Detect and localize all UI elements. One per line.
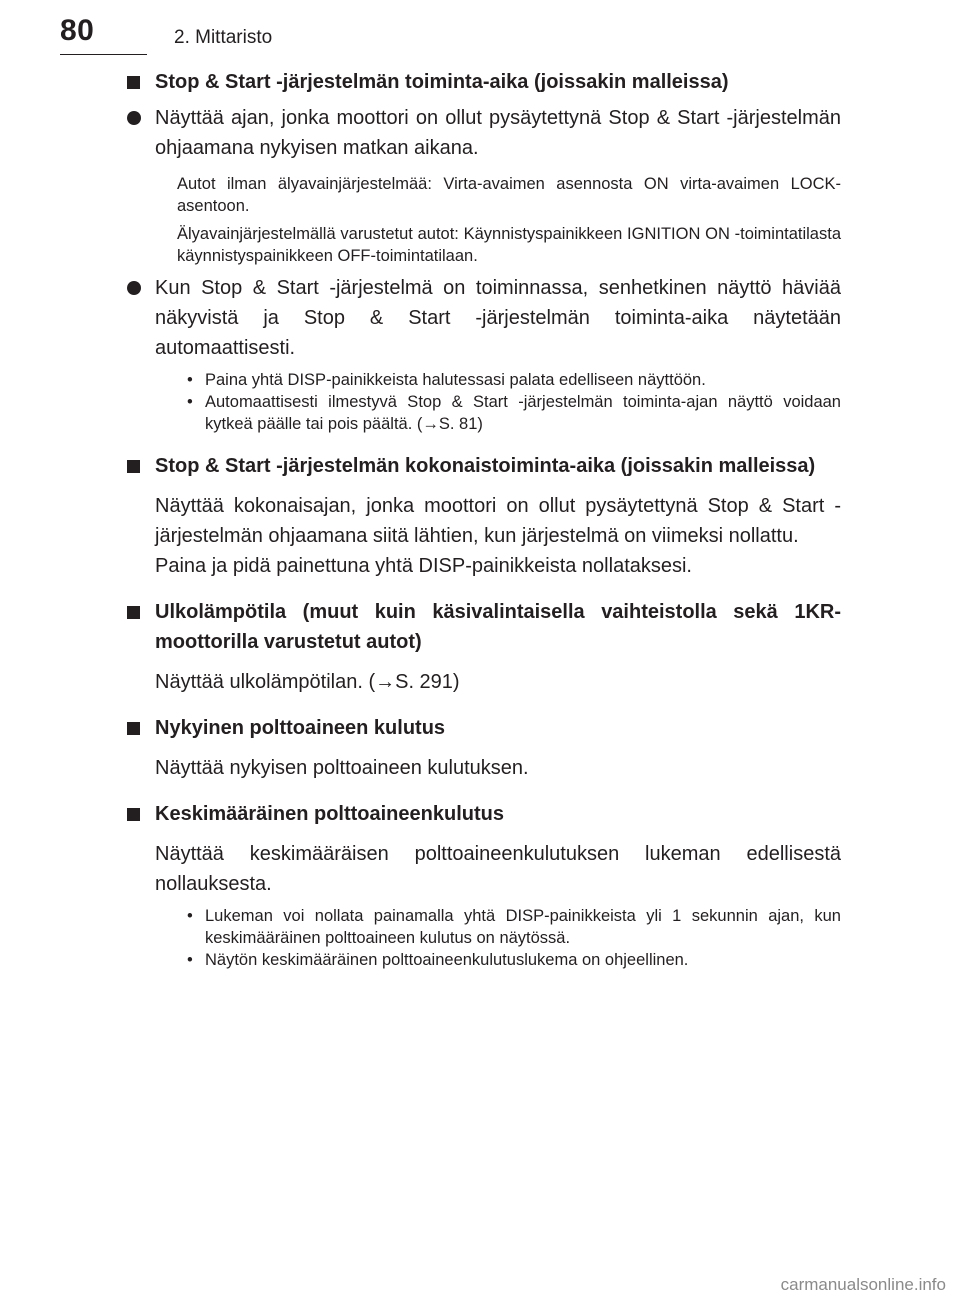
- section-square-icon: [127, 808, 140, 821]
- sub-bullet-text: Lukeman voi nollata painamalla yhtä DISP-painikkeista yli 1 sekunnin ajan, kun keskimääräinen polttoaineen kulutus on näytössä.: [205, 907, 841, 947]
- section-title: Ulkolämpötila (muut kuin käsivalintaisella vaihteistolla sekä 1KR-moottorilla varustetut autot): [155, 601, 841, 653]
- section-title: Nykyinen polttoaineen kulutus: [155, 717, 446, 739]
- section-stop-start-total-time: [127, 451, 841, 481]
- section-square-icon: [127, 460, 140, 473]
- body-text: Näyttää ulkolämpötilan. (→S. 291): [155, 671, 460, 693]
- page-content: [127, 67, 841, 971]
- header-rule: [60, 54, 147, 55]
- section-square-icon: [127, 722, 140, 735]
- section-title: Keskimääräinen polttoaineenkulutus: [155, 803, 504, 825]
- section-current-fuel-consumption: [127, 713, 841, 743]
- sub-bullet-text: Automaattisesti ilmestyvä Stop & Start -järjestelmän toiminta-ajan näyttö voidaan kytkeä päälle tai pois päältä. (→S. 81): [205, 393, 841, 433]
- sub-bullet-icon: •: [187, 951, 193, 969]
- sub-bullet-icon: •: [187, 907, 193, 925]
- section-title: Stop & Start -järjestelmän kokonaistoiminta-aika (joissakin malleissa): [155, 455, 816, 477]
- bullet-item: [127, 103, 841, 163]
- bullet-dot-icon: [127, 281, 141, 295]
- bullet-text: Näyttää ajan, jonka moottori on ollut pysäytettynä Stop & Start -järjestelmän ohjaamana nykyisen matkan aikana.: [155, 107, 841, 159]
- sub-bullet-text: Näytön keskimääräinen polttoaineenkulutuslukema on ohjeellinen.: [205, 951, 689, 969]
- sub-bullet: [127, 369, 841, 391]
- bullet-item: [127, 273, 841, 363]
- sub-bullet-text: Paina yhtä DISP-painikkeista halutessasi palata edelliseen näyttöön.: [205, 371, 706, 389]
- sub-bullet: [127, 905, 841, 949]
- body-text: Näyttää kokonaisajan, jonka moottori on ollut pysäytettynä Stop & Start -järjestelmän ohjaamana siitä lähtien, kun järjestelmä on viimeksi nollattu.: [155, 495, 841, 547]
- section-square-icon: [127, 606, 140, 619]
- sub-bullet-icon: •: [187, 371, 193, 389]
- bullet-dot-icon: [127, 111, 141, 125]
- sub-bullet-icon: •: [187, 393, 193, 411]
- section-square-icon: [127, 76, 140, 89]
- body-text: Näyttää keskimääräisen polttoaineenkulutuksen lukeman edellisestä nollauksesta.: [155, 843, 841, 895]
- sub-bullet: [127, 949, 841, 971]
- sub-bullet: [127, 391, 841, 435]
- watermark: carmanualsonline.info: [780, 1275, 946, 1294]
- body-text: Paina ja pidä painettuna yhtä DISP-painikkeista nollataksesi.: [155, 555, 692, 577]
- body-text: Näyttää nykyisen polttoaineen kulutuksen.: [155, 757, 529, 779]
- note-text: Älyavainjärjestelmällä varustetut autot: Käynnistyspainikkeen IGNITION ON -toimintatilasta käynnistyspainikkeen OFF-toimintatilaan.: [177, 225, 841, 265]
- page-number: 80: [60, 14, 95, 47]
- section-average-fuel-consumption: [127, 799, 841, 829]
- section-stop-start-time: [127, 67, 841, 97]
- bullet-text: Kun Stop & Start -järjestelmä on toiminnassa, senhetkinen näyttö häviää näkyvistä ja Stop & Start -järjestelmän toiminta-aika näytetään automaattisesti.: [155, 277, 841, 359]
- section-outside-temperature: [127, 597, 841, 657]
- section-title: Stop & Start -järjestelmän toiminta-aika (joissakin malleissa): [155, 71, 729, 93]
- note-text: Autot ilman älyavainjärjestelmää: Virta-avaimen asennosta ON virta-avaimen LOCK-asentoon.: [177, 175, 841, 215]
- chapter-title: 2. Mittaristo: [174, 27, 273, 48]
